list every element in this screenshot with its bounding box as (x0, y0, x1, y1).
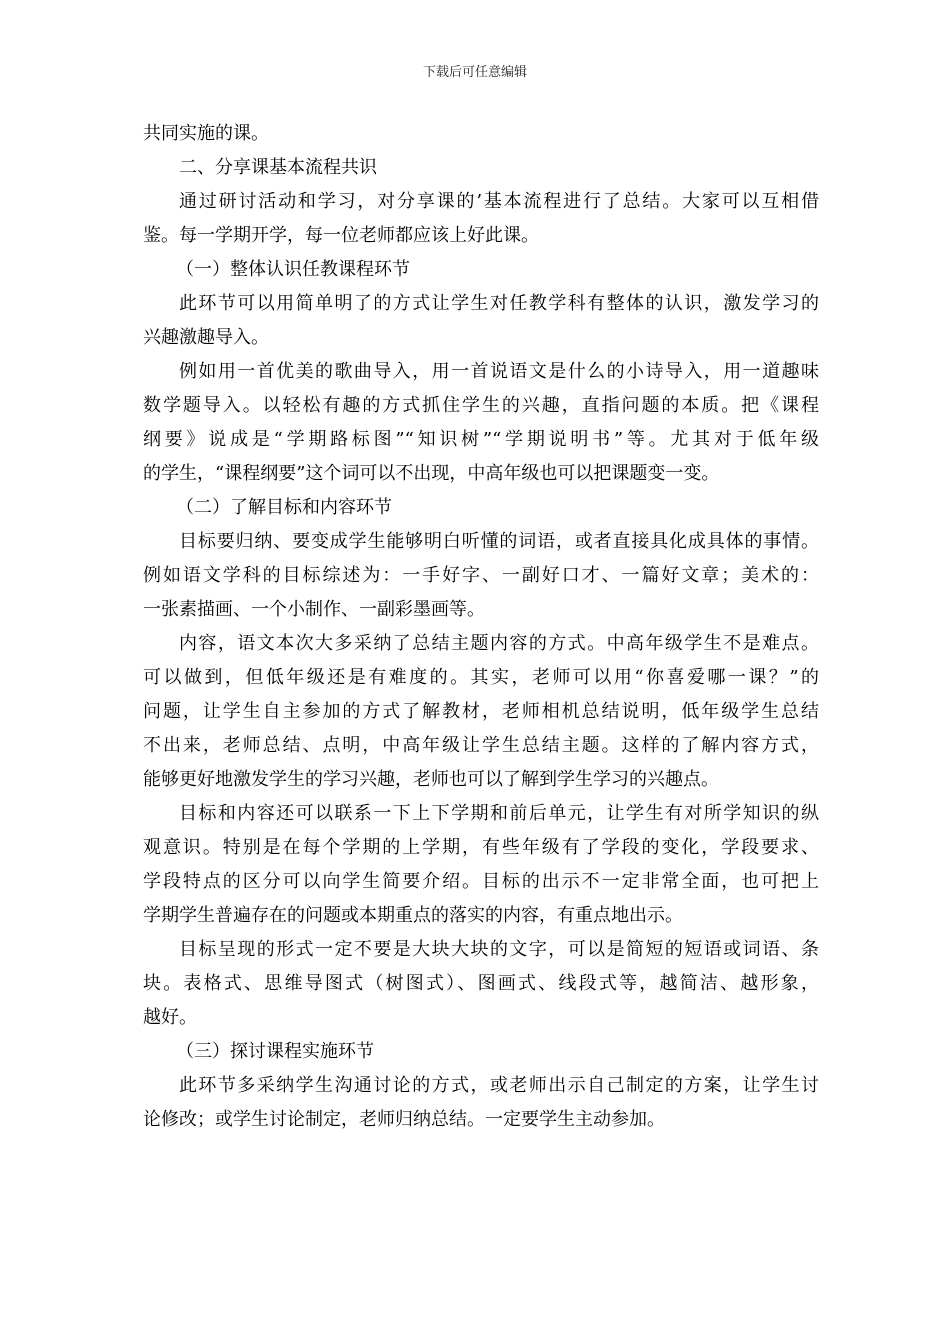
text-line: 例如用一首优美的歌曲导入，用一首说语文是什么的小诗导入，用一道趣味 (179, 361, 819, 382)
text-line: 问题，让学生自主参加的方式了解教材，老师相机总结说明，低年级学生总结 (143, 701, 819, 722)
text-line: 论修改；或学生讨论制定，老师归纳总结。一定要学生主动参加。 (143, 1109, 665, 1130)
text-line: 数学题导入。以轻松有趣的方式抓住学生的兴趣，直指问题的本质。把《课程 (143, 395, 819, 416)
text-line: 不出来，老师总结、点明，中高年级让学生总结主题。这样的了解内容方式， (143, 735, 819, 756)
text-line: 目标呈现的形式一定不要是大块大块的文字，可以是简短的短语或词语、条 (179, 939, 819, 960)
text-line: 内容，语文本次大多采纳了总结主题内容的方式。中高年级学生不是难点。 (179, 633, 819, 654)
text-line: （三）探讨课程实施环节 (176, 1041, 374, 1062)
text-line: 观意识。特别是在每个学期的上学期，有些年级有了学段的变化，学段要求、 (143, 837, 819, 858)
text-line: （一）整体认识任教课程环节 (176, 259, 410, 280)
text-line: 纲要》说成是“学期路标图”“知识树”“学期说明书”等。尤其对于低年级 (143, 429, 819, 450)
text-line: 此环节可以用简单明了的方式让学生对任教学科有整体的认识，激发学习的 (179, 293, 819, 314)
text-line: 通过研讨活动和学习，对分享课的’基本流程进行了总结。大家可以互相借 (179, 191, 819, 212)
text-line: 鉴。每一学期开学，每一位老师都应该上好此课。 (143, 225, 539, 246)
text-line: （二）了解目标和内容环节 (176, 497, 392, 518)
text-line: 例如语文学科的目标综述为：一手好字、一副好口才、一篇好文章；美术的： (143, 565, 819, 586)
text-line: 越好。 (143, 1007, 197, 1028)
text-line: 共同实施的课。 (143, 123, 269, 144)
document-body (143, 117, 819, 1137)
text-line: 目标和内容还可以联系一下上下学期和前后单元，让学生有对所学知识的纵 (179, 803, 819, 824)
text-line: 的学生，“课程纲要”这个词可以不出现，中高年级也可以把课题变一变。 (143, 463, 720, 484)
text-line: 一张素描画、一个小制作、一副彩墨画等。 (143, 599, 485, 620)
text-line: 块。表格式、思维导图式（树图式）、图画式、线段式等，越简洁、越形象， (143, 973, 819, 994)
text-line: 学期学生普遍存在的问题或本期重点的落实的内容，有重点地出示。 (143, 905, 683, 926)
text-line: 学段特点的区分可以向学生简要介绍。目标的出示不一定非常全面，也可把上 (143, 871, 819, 892)
text-line: 此环节多采纳学生沟通讨论的方式，或老师出示自己制定的方案，让学生讨 (179, 1075, 819, 1096)
text-line: 目标要归纳、要变成学生能够明白听懂的词语，或者直接具化成具体的事情。 (179, 531, 819, 552)
text-line: 兴趣激趣导入。 (143, 327, 269, 348)
text-line: 可以做到，但低年级还是有难度的。其实，老师可以用“你喜爱哪一课？”的 (143, 667, 819, 688)
text-line: 二、分享课基本流程共识 (179, 157, 377, 178)
page-header: 下载后可任意编辑 (422, 65, 527, 80)
text-line: 能够更好地激发学生的学习兴趣，老师也可以了解到学生学习的兴趣点。 (143, 769, 719, 790)
